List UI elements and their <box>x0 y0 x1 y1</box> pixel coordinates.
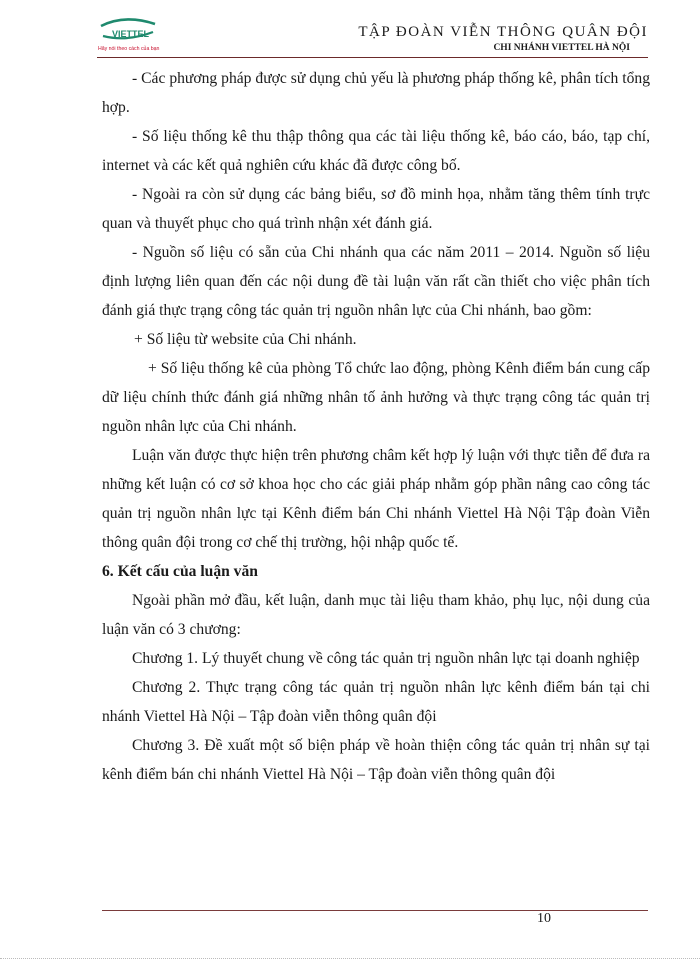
paragraph-statistics: - Số liệu thống kê thu thập thông qua các tài liệu thống kê, báo cáo, báo, tạp chí, internet và các kết quả nghiên cứu khác đã được công bố. <box>102 128 650 174</box>
paragraph-charts: - Ngoài ra còn sử dụng các bảng biểu, sơ đồ minh họa, nhằm tăng thêm tính trực quan và thuyết phục cho quá trình nhận xét đánh giá. <box>102 186 650 232</box>
chapter-2: Chương 2. Thực trạng công tác quản trị nguồn nhân lực kênh điểm bán tại chi nhánh Viettel Hà Nội – Tập đoàn viễn thông quân đội <box>102 679 650 725</box>
section-heading: 6. Kết cấu của luận văn <box>102 563 258 580</box>
paragraph-methods: - Các phương pháp được sử dụng chủ yếu là phương pháp thống kê, phân tích tổng hợp. <box>102 70 650 116</box>
logo-wordmark: VIETTEL <box>112 29 150 39</box>
header-divider <box>97 57 648 58</box>
document-body <box>102 64 650 789</box>
page-number: 10 <box>537 911 551 926</box>
chapter-1: Chương 1. Lý thuyết chung về công tác quản trị nguồn nhân lực tại doanh nghiệp <box>132 650 640 667</box>
logo-tagline: Hãy nói theo cách của bạn <box>98 46 160 52</box>
bullet-website: + Số liệu từ website của Chi nhánh. <box>134 331 357 348</box>
page-edge-dotted-line <box>0 958 700 959</box>
viettel-logo <box>97 16 207 56</box>
paragraph-structure: Ngoài phần mở đầu, kết luận, danh mục tài liệu tham khảo, phụ lục, nội dung của luận văn có 3 chương: <box>102 592 650 638</box>
footer-divider <box>102 910 648 911</box>
branch-name: CHI NHÁNH VIETTEL HÀ NỘI <box>493 43 630 53</box>
chapter-3: Chương 3. Đề xuất một số biện pháp về hoàn thiện công tác quản trị nhân sự tại kênh điểm bán chi nhánh Viettel Hà Nội – Tập đoàn viễn thông quân đội <box>102 737 650 783</box>
paragraph-approach: Luận văn được thực hiện trên phương châm kết hợp lý luận với thực tiễn để đưa ra những kết luận có cơ sở khoa học cho các giải pháp nhằm góp phần nâng cao công tác quản trị nguồn nhân lực tại Kênh điểm bán Chi nhánh Viettel Hà Nội Tập đoàn Viễn thông quân đội trong cơ chế thị trường, hội nhập quốc tế. <box>102 447 650 551</box>
paragraph-data-sources: - Nguồn số liệu có sẵn của Chi nhánh qua các năm 2011 – 2014. Nguồn số liệu định lượng liên quan đến các nội dung đề tài luận văn rất cần thiết cho việc phân tích đánh giá thực trạng công tác quản trị nguồn nhân lực của Chi nhánh, bao gồm: <box>102 244 650 319</box>
bullet-statistics-dept: + Số liệu thống kê của phòng Tổ chức lao động, phòng Kênh điểm bán cung cấp dữ liệu chính thức đánh giá những nhân tố ảnh hưởng và thực trạng công tác quản trị nguồn nhân lực của Chi nhánh. <box>102 360 650 435</box>
org-title: TẬP ĐOÀN VIỄN THÔNG QUÂN ĐỘI <box>358 24 648 40</box>
viettel-logo-graphic <box>97 16 207 56</box>
